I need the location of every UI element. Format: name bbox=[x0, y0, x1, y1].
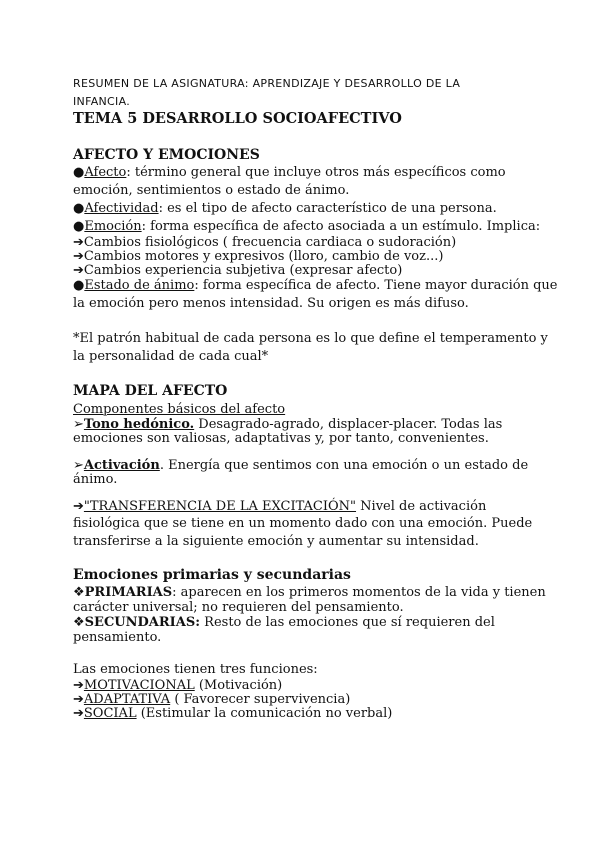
estado-term: Estado de ánimo bbox=[84, 278, 195, 293]
emocion-term: Emoción bbox=[84, 219, 142, 234]
funcion-text: (Motivación) bbox=[194, 678, 283, 693]
header-line-1: RESUMEN DE LA ASIGNATURA: APRENDIZAJE Y DESARROLLO DE LA bbox=[73, 77, 461, 90]
implica-text: Cambios fisiológicos ( frecuencia cardiaca o sudoración) bbox=[83, 235, 457, 250]
note-line-2: la personalidad de cada cual* bbox=[73, 349, 269, 364]
funcion-term: MOTIVACIONAL bbox=[83, 678, 195, 693]
implica-item bbox=[73, 263, 402, 278]
funcion-text: ( Favorecer supervivencia) bbox=[170, 692, 351, 707]
funcion-item bbox=[73, 692, 350, 707]
tono-text: Desagrado-agrado, displacer-placer. Todas las bbox=[194, 417, 503, 432]
emocion-text: : forma específica de afecto asociada a un estímulo. Implica: bbox=[141, 219, 541, 234]
arrow-right-icon: ➔ bbox=[73, 678, 84, 693]
implica-text: Cambios motores y expresivos (lloro, cambio de voz...) bbox=[83, 249, 444, 264]
implica-text: Cambios experiencia subjetiva (expresar afecto) bbox=[83, 263, 403, 278]
transferencia-line-1 bbox=[73, 499, 486, 514]
estado-def-line-1 bbox=[73, 278, 557, 293]
tema-title: TEMA 5 DESARROLLO SOCIOAFECTIVO bbox=[73, 110, 402, 127]
primarias-text: : aparecen en los primeros momentos de la vida y tienen bbox=[172, 585, 546, 600]
implica-item bbox=[73, 249, 443, 264]
afectividad-def bbox=[73, 201, 497, 216]
emociones-section-title: Emociones primarias y secundarias bbox=[73, 567, 351, 583]
bullet-icon: ● bbox=[73, 219, 85, 234]
afecto-def-line-1 bbox=[73, 165, 506, 180]
afecto-term: Afecto bbox=[84, 165, 127, 180]
estado-def-line-2: la emoción pero menos intensidad. Su origen es más difuso. bbox=[73, 296, 469, 311]
estado-text: : forma específica de afecto. Tiene mayor duración que bbox=[194, 278, 558, 293]
arrow-right-icon: ➔ bbox=[73, 692, 84, 707]
activacion-line-2: ánimo. bbox=[73, 472, 118, 487]
transferencia-text: Nivel de activación bbox=[356, 499, 487, 514]
diamond-bullet-icon: ❖ bbox=[73, 615, 85, 630]
secundarias-term: SECUNDARIAS: bbox=[84, 615, 201, 630]
secundarias-text: Resto de las emociones que sí requieren del bbox=[200, 615, 495, 630]
afecto-section-title: AFECTO Y EMOCIONES bbox=[73, 147, 260, 163]
funcion-term: SOCIAL bbox=[83, 706, 137, 721]
funcion-item bbox=[73, 706, 392, 721]
funciones-intro: Las emociones tienen tres funciones: bbox=[73, 662, 318, 677]
funcion-item bbox=[73, 678, 282, 693]
bullet-icon: ● bbox=[73, 165, 85, 180]
activacion-term: Activación bbox=[83, 458, 160, 473]
tono-line-2: emociones son valiosas, adaptativas y, por tanto, convenientes. bbox=[73, 431, 489, 446]
arrow-right-icon: ➔ bbox=[73, 263, 84, 278]
secundarias-line-1 bbox=[73, 615, 495, 630]
afecto-def: : término general que incluye otros más específicos como bbox=[126, 165, 506, 180]
transferencia-line-3: transferirse a la siguiente emoción y aumentar su intensidad. bbox=[73, 534, 479, 549]
afecto-def-line-2: emoción, sentimientos o estado de ánimo. bbox=[73, 183, 350, 198]
afectividad-term: Afectividad bbox=[84, 201, 159, 216]
arrow-right-icon: ➔ bbox=[73, 249, 84, 264]
primarias-line-2: carácter universal; no requieren del pensamiento. bbox=[73, 600, 404, 615]
afectividad-text: : es el tipo de afecto característico de una persona. bbox=[158, 201, 497, 216]
arrow-right-icon: ➔ bbox=[73, 235, 84, 250]
header-line-2: INFANCIA. bbox=[73, 95, 130, 108]
bullet-icon: ● bbox=[73, 278, 85, 293]
activacion-text: . Energía que sentimos con una emoción o un estado de bbox=[159, 458, 529, 473]
bullet-icon: ● bbox=[73, 201, 85, 216]
transferencia-term: "TRANSFERENCIA DE LA EXCITACIÓN" bbox=[83, 499, 357, 514]
implica-item bbox=[73, 235, 456, 250]
primarias-term: PRIMARIAS bbox=[84, 585, 173, 600]
activacion-line-1 bbox=[73, 458, 528, 473]
arrowhead-bullet-icon: ➢ bbox=[73, 417, 84, 432]
primarias-line-1 bbox=[73, 585, 546, 600]
diamond-bullet-icon: ❖ bbox=[73, 585, 85, 600]
funcion-text: (Estimular la comunicación no verbal) bbox=[136, 706, 393, 721]
emocion-def bbox=[73, 219, 540, 234]
tono-line-1 bbox=[73, 417, 502, 432]
arrowhead-bullet-icon: ➢ bbox=[73, 458, 84, 473]
transferencia-line-2: fisiológica que se tiene en un momento dado con una emoción. Puede bbox=[73, 516, 533, 531]
note-line-1: *El patrón habitual de cada persona es lo que define el temperamento y bbox=[73, 331, 548, 346]
secundarias-line-2: pensamiento. bbox=[73, 630, 162, 645]
funcion-term: ADAPTATIVA bbox=[83, 692, 171, 707]
arrow-right-icon: ➔ bbox=[73, 499, 84, 514]
arrow-right-icon: ➔ bbox=[73, 706, 84, 721]
mapa-subtitle: Componentes básicos del afecto bbox=[73, 402, 286, 417]
tono-term: Tono hedónico. bbox=[83, 417, 195, 432]
mapa-section-title: MAPA DEL AFECTO bbox=[73, 383, 228, 399]
